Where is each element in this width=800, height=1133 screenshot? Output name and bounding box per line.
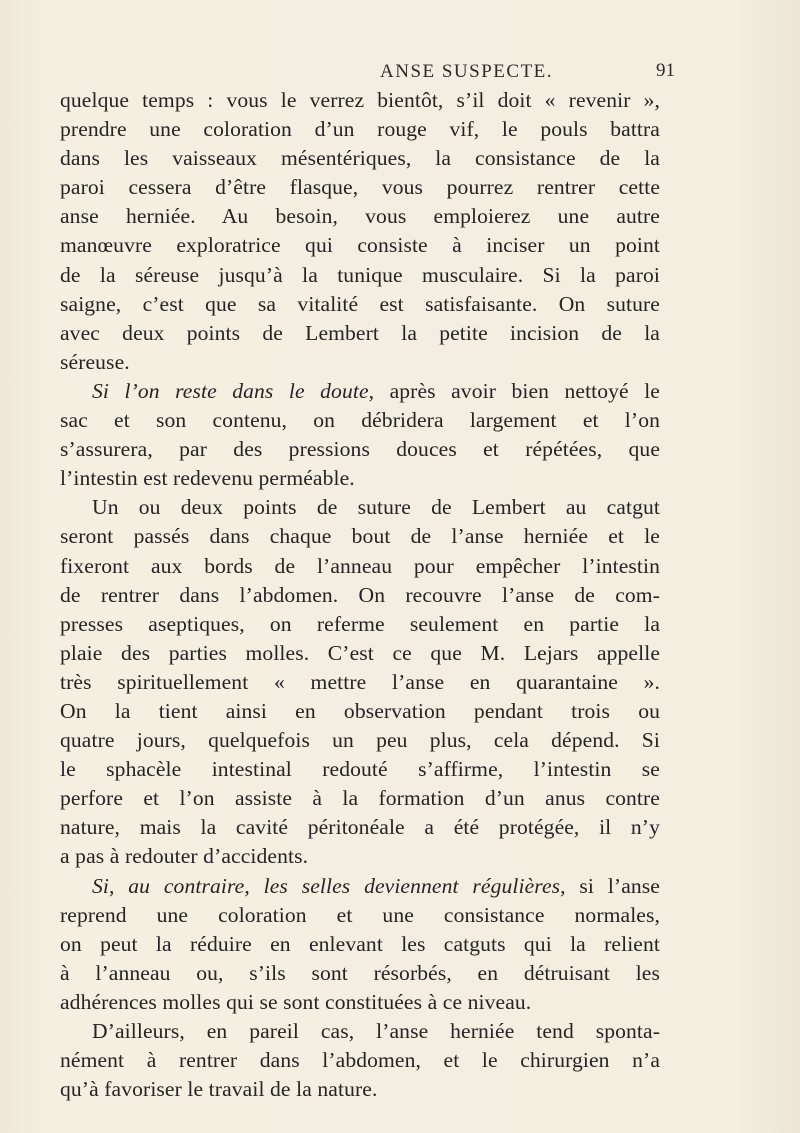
- text-run: après avoir bien nettoyé le: [374, 378, 660, 403]
- text-line: nature, mais la cavité péritonéale a été protégée, il n’y: [60, 815, 660, 840]
- text-line: perfore et l’on assiste à la formation d’un anus contre: [60, 786, 660, 811]
- text-line: avec deux points de Lembert la petite incision de la: [60, 320, 660, 345]
- text-line: Un ou deux points de suture de Lembert au catgut: [92, 495, 660, 520]
- text-line: le sphacèle intestinal redouté s’affirme, l’intestin se: [60, 757, 660, 782]
- italic-phrase: Si l’on reste dans le doute,: [92, 378, 375, 403]
- text-line: manœuvre exploratrice qui consiste à inciser un point: [60, 233, 660, 258]
- running-title: ANSE SUSPECTE.: [380, 61, 554, 82]
- text-line: seront passés dans chaque bout de l’anse herniée et le: [60, 524, 660, 549]
- text-line: très spirituellement « mettre l’anse en quarantaine ».: [60, 669, 660, 694]
- text-line: fixeront aux bords de l’anneau pour empêcher l’intestin: [60, 553, 660, 578]
- text-line: on peut la réduire en enlevant les catguts qui la relient: [60, 931, 660, 956]
- text-line: dans les vaisseaux mésentériques, la consistance de la: [60, 146, 660, 171]
- text-line: sac et son contenu, on débridera largement et l’on: [60, 408, 660, 433]
- text-run: si l’anse: [565, 873, 660, 898]
- text-line: à l’anneau ou, s’ils sont résorbés, en détruisant les: [60, 960, 660, 985]
- paragraph-contrary-first-line: [60, 872, 660, 901]
- text-line: de la séreuse jusqu’à la tunique musculaire. Si la paroi: [60, 262, 660, 287]
- page-number: 91: [656, 60, 675, 81]
- text-line: quelque temps : vous le verrez bientôt, s’il doit « revenir »,: [60, 88, 660, 112]
- text-line: nément à rentrer dans l’abdomen, et le chirurgien n’a: [60, 1048, 660, 1073]
- text-line: prendre une coloration d’un rouge vif, le pouls battra: [60, 117, 660, 142]
- body-text: [60, 86, 660, 1104]
- text-line: quatre jours, quelquefois un peu plus, cela dépend. Si: [60, 728, 660, 753]
- text-line: presses aseptiques, on referme seulement en partie la: [60, 611, 660, 636]
- text-line: paroi cessera d’être flasque, vous pourrez rentrer cette: [60, 175, 660, 200]
- text-line: l’intestin est redevenu perméable.: [60, 466, 355, 491]
- text-line: de rentrer dans l’abdomen. On recouvre l’anse de com-: [60, 582, 660, 607]
- text-line: reprend une coloration et une consistance normales,: [60, 902, 660, 927]
- text-line: saigne, c’est que sa vitalité est satisfaisante. On suture: [60, 291, 660, 316]
- text-line: anse herniée. Au besoin, vous emploierez une autre: [60, 204, 660, 229]
- italic-phrase: Si, au contraire, les selles deviennent régulières,: [92, 873, 566, 898]
- text-line: a pas à redouter d’accidents.: [60, 844, 309, 869]
- text-line: On la tient ainsi en observation pendant trois ou: [60, 698, 660, 723]
- text-line: qu’à favoriser le travail de la nature.: [60, 1077, 378, 1102]
- text-line: séreuse.: [60, 349, 130, 374]
- text-line: s’assurera, par des pressions douces et répétées, que: [60, 437, 660, 462]
- paragraph-doubt-first-line: [60, 377, 660, 406]
- text-line: D’ailleurs, en pareil cas, l’anse herniée tend sponta-: [92, 1019, 660, 1043]
- page-header: [60, 55, 675, 85]
- text-line: plaie des parties molles. C’est ce que M. Lejars appelle: [60, 640, 660, 665]
- text-line: adhérences molles qui se sont constituées à ce niveau.: [60, 989, 532, 1014]
